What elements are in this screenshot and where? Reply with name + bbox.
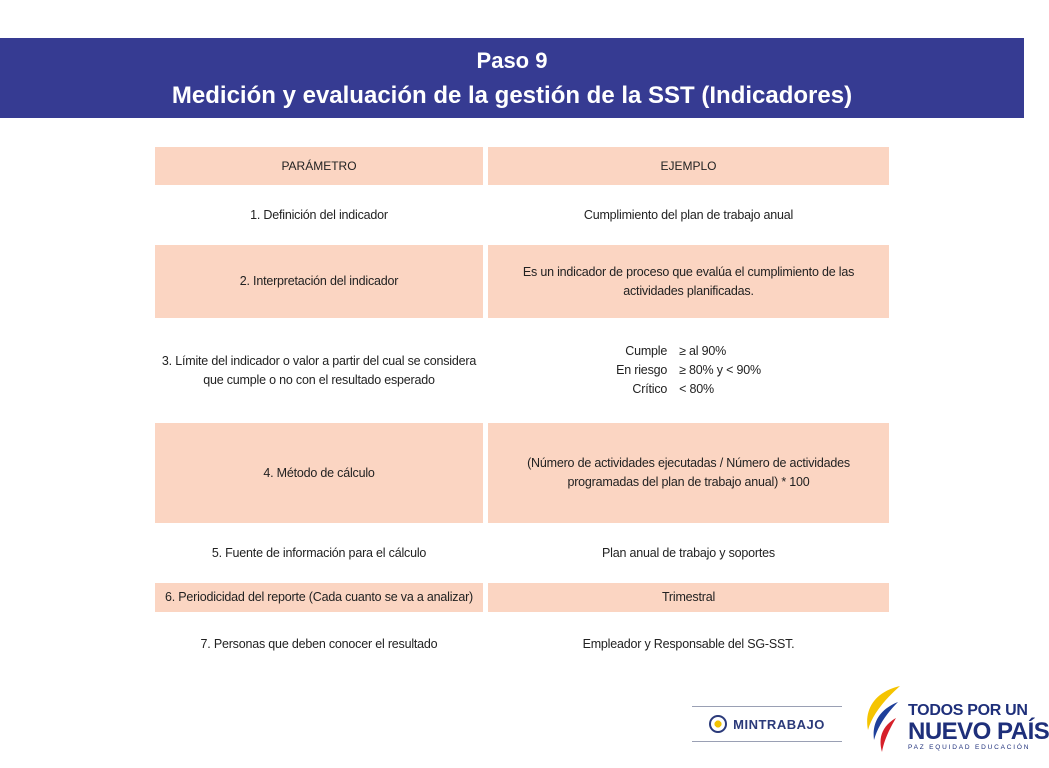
ejemplo-cell: Es un indicador de proceso que evalúa el cumplimiento de las actividades planificadas. xyxy=(488,245,889,318)
ejemplo-cell: (Número de actividades ejecutadas / Número de actividades programadas del plan de trabajo anual) * 100 xyxy=(488,423,889,523)
slogan-line-1: TODOS POR UN xyxy=(908,702,1028,719)
parametro-cell: 6. Periodicidad del reporte (Cada cuanto se va a analizar) xyxy=(155,583,483,612)
ejemplo-cell xyxy=(488,318,889,423)
slogan-line-2: NUEVO PAÍS xyxy=(908,718,1049,745)
table-row xyxy=(155,318,889,423)
header-parametro: PARÁMETRO xyxy=(155,147,483,185)
parametro-cell: 1. Definición del indicador xyxy=(250,207,388,222)
header-ejemplo: EJEMPLO xyxy=(488,147,889,185)
table-row xyxy=(155,185,889,245)
parametro-cell: 5. Fuente de información para el cálculo xyxy=(211,545,427,560)
nuevo-pais-logo xyxy=(860,680,1049,760)
slogan-line-3: PAZ EQUIDAD EDUCACIÓN xyxy=(908,744,1031,751)
table-row xyxy=(155,423,889,523)
title-banner xyxy=(0,38,1024,118)
limit-criteria xyxy=(616,342,761,399)
criteria-value: ≥ 80% y < 90% xyxy=(679,363,761,377)
parametro-cell: 3. Límite del indicador o valor a partir del cual se considera que cumple o no con el resultado esperado xyxy=(161,353,477,387)
table-row xyxy=(155,612,889,676)
mintrabajo-name: MINTRABAJO xyxy=(733,716,825,732)
page-title: Medición y evaluación de la gestión de la SST (Indicadores) xyxy=(171,82,853,109)
table-row xyxy=(155,583,889,612)
criteria-label: En riesgo xyxy=(616,363,668,377)
criteria-value: ≥ al 90% xyxy=(679,344,727,358)
criteria-value: < 80% xyxy=(679,382,714,396)
ejemplo-cell: Plan anual de trabajo y soportes xyxy=(602,545,775,560)
criteria-label: Crítico xyxy=(632,382,668,396)
coat-of-arms-icon xyxy=(709,715,727,733)
parametro-cell: 7. Personas que deben conocer el resultado xyxy=(200,636,438,651)
ejemplo-cell: Cumplimiento del plan de trabajo anual xyxy=(583,207,794,222)
parametro-cell: 2. Interpretación del indicador xyxy=(155,245,483,318)
table-header-row xyxy=(155,147,889,185)
ejemplo-cell: Trimestral xyxy=(488,583,889,612)
mintrabajo-logo xyxy=(692,706,842,742)
flag-swoosh-icon xyxy=(860,682,906,758)
step-label: Paso 9 xyxy=(476,48,548,73)
table-row xyxy=(155,523,889,583)
ejemplo-cell: Empleador y Responsable del SG-SST. xyxy=(582,636,795,651)
parametro-cell: 4. Método de cálculo xyxy=(155,423,483,523)
table-row xyxy=(155,245,889,318)
criteria-label: Cumple xyxy=(625,344,668,358)
